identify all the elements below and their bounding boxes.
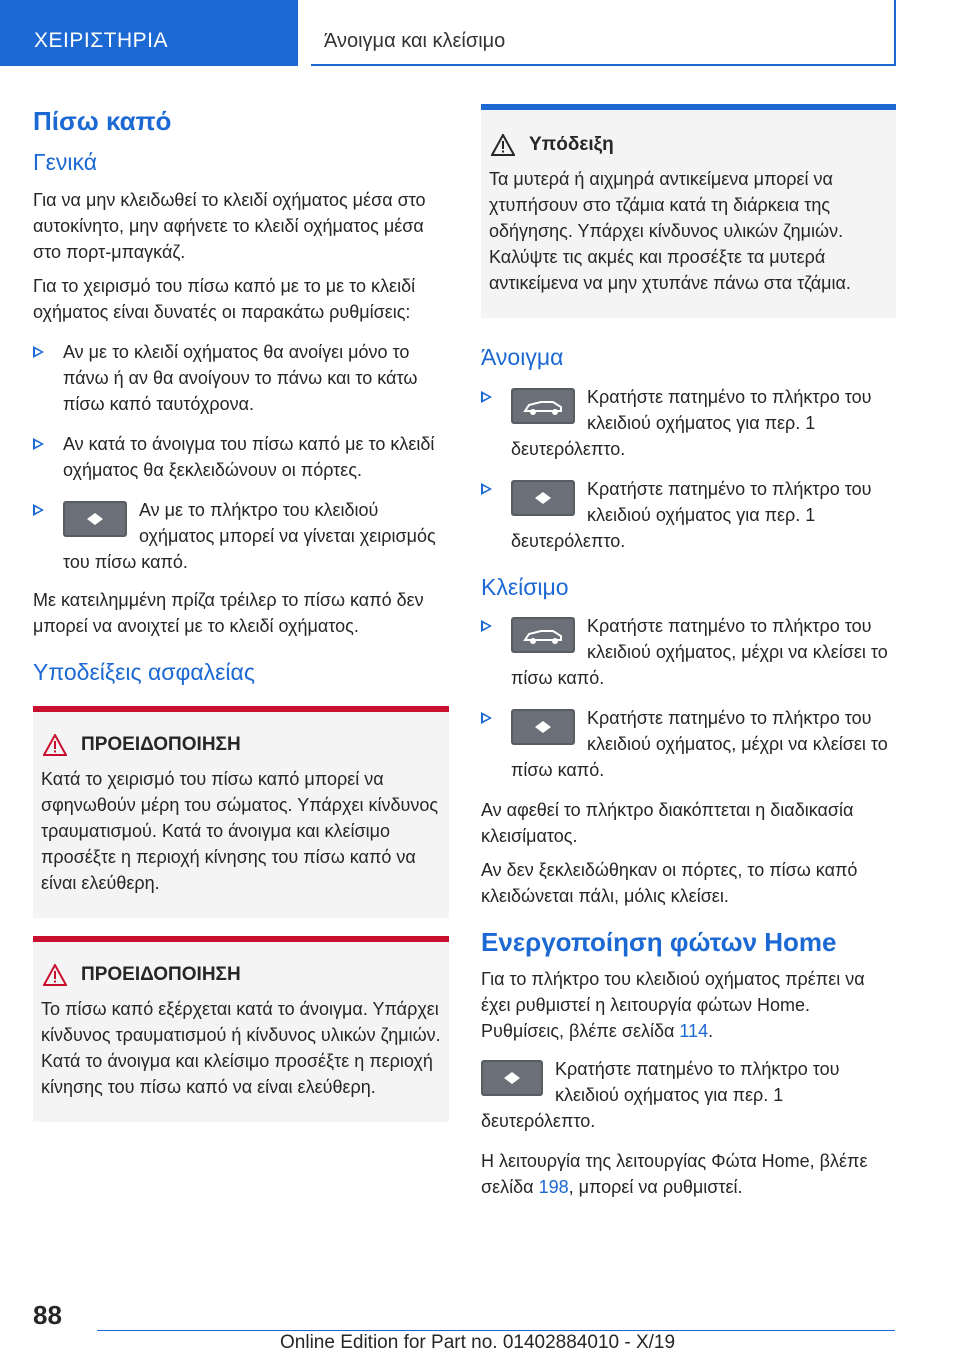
list-item [481, 476, 896, 554]
safety-heading: Υποδείξεις ασφαλείας [33, 658, 255, 685]
home-key-text: Κρατήστε πατημένο το πλήκτρο του κλειδιού οχήματος για περ. 1 δευτερόλεπτο. [481, 1059, 840, 1132]
page-link-198[interactable]: 198 [538, 1177, 569, 1198]
car-key-button-icon [511, 617, 575, 653]
close-paragraph-1: Αν αφεθεί το πλήκτρο διακόπτεται η διαδικασία κλεισίματος. [481, 800, 854, 847]
list-item [33, 497, 449, 575]
caution-triangle-icon [491, 134, 515, 156]
key-button-icon [481, 1060, 543, 1096]
page-link-114[interactable]: 114 [679, 1021, 709, 1042]
tip-title: Υπόδειξη [529, 134, 614, 155]
page-header [0, 0, 960, 66]
car-key-button-icon [511, 388, 575, 424]
warning-triangle-icon [43, 964, 67, 986]
footer-divider [97, 1330, 895, 1331]
tip-text: Τα μυτερά ή αιχμηρά αντικείμενα μπορεί να χτυπήσουν στο τζάμια κατά τη διάρκεια της οδήγησης. Υπάρχει κίνδυνος υλικών ζημιών. Καλύψτε τις ακμές και προσέξτε τα μυτερά αντικείμενα να μην χτυπάνε πάνω στα τζάμια. [489, 169, 851, 293]
home-key-instruction [481, 1056, 896, 1134]
warning-text: Κατά το χειρισμό του πίσω καπό μπορεί να σφηνωθούν μέρη του σώματος. Υπάρχει κίνδυνος τραυματισμού. Κατά το άνοιγμα και κλείσιμο προσέξτε η περιοχή κίνησης του πίσω καπό να είναι ελεύθερη. [41, 769, 439, 894]
section-tab-label: ΧΕΙΡΙΣΤΗΡΙΑ [34, 29, 169, 52]
warning-title: ΠΡΟΕΙΔΟΠΟΙΗΣΗ [81, 734, 241, 756]
home-paragraph-2-end: , μπορεί να ρυθμιστεί. [568, 1177, 743, 1198]
list-item [33, 339, 449, 417]
key-button-icon [63, 501, 127, 537]
warning-triangle-icon [43, 734, 67, 756]
edition-note: Online Edition for Part no. 01402884010 - X/19 [280, 1332, 676, 1353]
general-paragraph-1: Για να μην κλειδωθεί το κλειδί οχήματος μέσα στο αυτοκίνητο, μην αφήνετε το κλειδί οχήματος μέσα στο πορτ-μπαγκάζ. [33, 189, 426, 262]
section-tab [0, 0, 298, 66]
list-item-text: Κρατήστε πατημένο το πλήκτρο του κλειδιού οχήματος για περ. 1 δευτερόλεπτο. [511, 478, 872, 551]
home-paragraph-1 [481, 966, 896, 1044]
list-item-text: Κρατήστε πατημένο το πλήκτρο του κλειδιού οχήματος, μέχρι να κλείσει το πίσω καπό. [511, 708, 888, 781]
tip-box [481, 104, 896, 318]
home-paragraph-2-text: Η λειτουργία της λειτουργίας Φώτα Home, βλέπε σελίδα [481, 1151, 868, 1198]
home-heading: Ενεργοποίηση φώτων Home [481, 927, 837, 958]
list-item [481, 384, 896, 462]
list-item [33, 431, 449, 483]
list-item-text: Κρατήστε πατημένο το πλήκτρο του κλειδιού οχήματος για περ. 1 δευτερόλεπτο. [511, 386, 872, 459]
list-item-text: Αν με το πλήκτρο του κλειδιού οχήματος μπορεί να γίνεται χειρισμός του πίσω καπό. [63, 499, 436, 572]
warning-box [33, 936, 449, 1122]
list-item-text: Αν κατά το άνοιγμα του πίσω καπό με το κλειδί οχήματος θα ξεκλειδώνουν οι πόρτες. [63, 433, 435, 480]
home-paragraph-2 [481, 1148, 896, 1200]
home-paragraph-1-text: Για το πλήκτρο του κλειδιού οχήματος πρέπει να έχει ρυθμιστεί η λειτουργία φώτων Home. Ρυθμίσεις, βλέπε σελίδα [481, 969, 865, 1042]
open-heading: Άνοιγμα [481, 344, 564, 370]
bullet-triangle-icon [481, 483, 492, 495]
bullet-triangle-icon [33, 438, 44, 450]
close-paragraph-2: Αν δεν ξεκλειδώθηκαν οι πόρτες, το πίσω καπό κλειδώνεται πάλι, μόλις κλείσει. [481, 860, 858, 907]
warning-box [33, 706, 449, 918]
bullet-triangle-icon [481, 712, 492, 724]
list-item-text: Αν με το κλειδί οχήματος θα ανοίγει μόνο το πάνω ή αν θα ανοίγουν το πάνω και το κάτω πίσω καπό ταυτόχρονα. [63, 341, 418, 414]
list-item [481, 613, 896, 691]
home-paragraph-1-end: . [708, 1021, 714, 1042]
right-column [481, 104, 896, 1208]
bullet-triangle-icon [481, 391, 492, 403]
list-item-text: Κρατήστε πατημένο το πλήκτρο του κλειδιού οχήματος, μέχρι να κλείσει το πίσω καπό. [511, 616, 888, 689]
key-button-icon [511, 709, 575, 745]
general-paragraph-2: Για το χειρισμό του πίσω καπό με το με το κλειδί οχήματος είναι δυνατές οι παρακάτω ρυθμίσεις: [33, 275, 416, 322]
chapter-title: Άνοιγμα και κλείσιμο [324, 30, 506, 52]
left-column [33, 96, 449, 1140]
warning-title: ΠΡΟΕΙΔΟΠΟΙΗΣΗ [81, 964, 241, 986]
trailer-note: Με κατειλημμένη πρίζα τρέιλερ το πίσω καπό δεν μπορεί να ανοιχτεί με το κλειδί οχήματος. [33, 589, 424, 636]
list-item [481, 705, 896, 783]
close-heading: Κλείσιμο [481, 573, 569, 600]
general-heading: Γενικά [33, 149, 98, 176]
bullet-triangle-icon [33, 504, 44, 516]
bullet-triangle-icon [481, 620, 492, 632]
section-title: Πίσω καπό [33, 106, 172, 136]
bullet-triangle-icon [33, 346, 44, 358]
warning-text: Το πίσω καπό εξέρχεται κατά το άνοιγμα. Υπάρχει κίνδυνος τραυματισμού ή κίνδυνος υλικών ζημιών. Κατά το άνοιγμα και κλείσιμο προσέξτε η περιοχή κίνησης του πίσω καπό να είναι ελεύθερη. [41, 999, 441, 1098]
page-number: 88 [33, 1300, 62, 1330]
key-button-icon [511, 480, 575, 516]
